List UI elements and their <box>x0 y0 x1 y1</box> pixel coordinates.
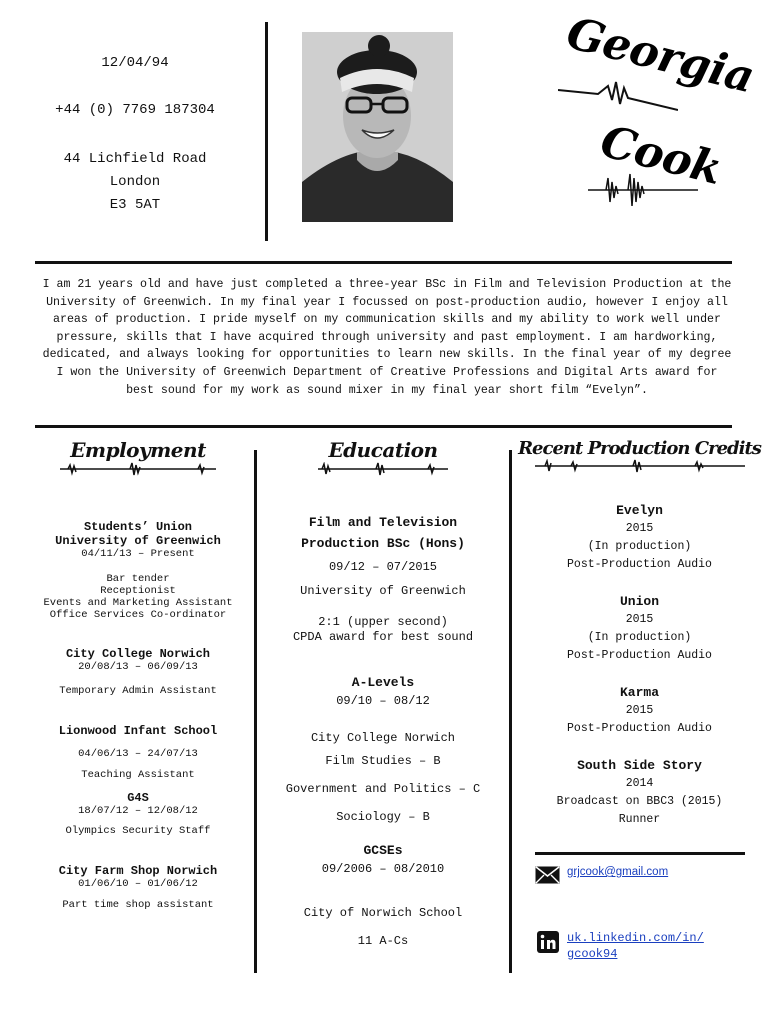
job-title: Students’ Union University of Greenwich <box>55 520 221 548</box>
degree-school: University of Greenwich <box>300 584 466 598</box>
alevels-subject: Film Studies – B <box>325 754 441 768</box>
employment-section <box>20 438 256 476</box>
gcse-dates: 09/2006 – 08/2010 <box>321 862 445 876</box>
credit-entry <box>513 593 766 665</box>
credit-line: Broadcast on BBC3 (2015) <box>556 795 723 808</box>
credit-line: Post-Production Audio <box>567 558 712 571</box>
summary-bottom-rule <box>35 425 732 428</box>
credit-line: (In production) <box>587 540 692 553</box>
alevels-school: City College Norwich <box>310 731 456 745</box>
alevels-dates: 09/10 – 08/12 <box>336 694 430 708</box>
gcse-school: City of Norwich School <box>303 906 463 920</box>
job-roles: Bar tender Receptionist Events and Marketing Assistant Office Services Co-ordinator <box>43 572 233 621</box>
credits-heading: Recent Production Credits <box>518 438 761 459</box>
date-of-birth: 12/04/94 <box>101 55 169 71</box>
name-first: Georgia <box>561 7 759 104</box>
credit-line: (In production) <box>587 631 692 644</box>
name-last: Cook <box>595 115 727 196</box>
credit-entry <box>513 502 766 574</box>
job-roles: Olympics Security Staff <box>65 825 211 837</box>
degree-dates: 09/12 – 07/2015 <box>328 560 438 574</box>
summary-top-rule <box>35 261 732 264</box>
credit-title: South Side Story <box>577 758 702 773</box>
contact-rule <box>535 852 745 855</box>
job-roles: Part time shop assistant <box>62 899 214 911</box>
email-link[interactable]: grjcook@gmail.com <box>567 866 669 878</box>
job-roles: Teaching Assistant <box>81 769 195 781</box>
credit-line: 2015 <box>625 613 654 626</box>
credit-entry <box>513 757 766 829</box>
name-waveform-icon <box>558 70 678 120</box>
job-entry <box>20 520 256 621</box>
credits-waveform-icon <box>535 459 745 473</box>
job-entry <box>20 725 256 782</box>
address <box>30 148 240 217</box>
credit-line: Post-Production Audio <box>567 649 712 662</box>
credit-line: Post-Production Audio <box>567 722 712 735</box>
job-entry <box>20 792 256 838</box>
job-dates: 04/06/13 – 24/07/13 <box>78 747 198 760</box>
degree-title: Film and Television Production BSc (Hons) <box>301 515 465 551</box>
address-line: E3 5AT <box>109 197 161 213</box>
name-sound-icon <box>588 172 698 208</box>
alevels-subject: Sociology – B <box>336 810 430 824</box>
education-heading: Education <box>328 438 438 462</box>
job-title: Lionwood Infant School <box>58 724 218 738</box>
credit-entry <box>513 684 766 738</box>
job-entry <box>20 865 256 912</box>
job-title: City Farm Shop Norwich <box>58 864 218 878</box>
credit-line: 2014 <box>625 777 654 790</box>
envelope-icon <box>535 866 560 884</box>
job-dates: 01/06/10 – 01/06/12 <box>78 877 198 890</box>
phone-number: +44 (0) 7769 187304 <box>55 102 215 118</box>
education-waveform-icon <box>318 462 448 476</box>
job-roles: Temporary Admin Assistant <box>59 685 217 697</box>
degree-award: CPDA award for best sound <box>292 630 474 644</box>
credits-section <box>513 438 766 473</box>
employment-heading: Employment <box>70 438 206 462</box>
column-divider-right <box>509 450 512 973</box>
linkedin-link[interactable] <box>567 930 704 962</box>
credit-title: Evelyn <box>616 503 663 518</box>
gcse-result: 11 A-Cs <box>357 934 409 948</box>
job-dates: 20/08/13 – 06/09/13 <box>78 660 198 673</box>
header-divider <box>265 22 268 241</box>
credit-line: 2015 <box>625 522 654 535</box>
education-degree <box>258 512 508 644</box>
education-alevels <box>258 675 508 824</box>
credit-title: Karma <box>619 685 659 700</box>
alevels-title: A-Levels <box>351 675 415 690</box>
profile-photo <box>302 32 453 222</box>
credit-line: Runner <box>618 813 661 826</box>
education-gcse <box>258 843 508 948</box>
personal-summary: I am 21 years old and have just completed a three-year BSc in Film and Television Production at the University of Greenwich. In my final year I focussed on post-production audio, however I enjoy all areas of production. I pride myself on my communication skills and my ability to work well under pressure, skills that I have acquired through university and past employment. I am hardworking, dedicated, and always looking for opportunities to learn new skills. In the final year of my degree I won the University of Greenwich Department of Creative Professions and Digital Arts award for best sound for my work as sound mixer in my final year short film “Evelyn”. <box>42 278 732 397</box>
portrait-image <box>302 32 453 222</box>
job-dates: 04/11/13 – Present <box>81 548 195 560</box>
alevels-subject: Government and Politics – C <box>285 782 481 796</box>
job-title: City College Norwich <box>65 647 211 661</box>
credit-title: Union <box>619 594 659 609</box>
job-dates: 18/07/12 – 12/08/12 <box>78 804 198 817</box>
address-line: 44 Lichfield Road <box>63 151 207 167</box>
degree-result: 2:1 (upper second) <box>318 615 448 629</box>
linkedin-icon <box>537 931 559 953</box>
employment-waveform-icon <box>60 462 216 476</box>
credit-line: 2015 <box>625 704 654 717</box>
education-section <box>258 438 508 476</box>
gcse-title: GCSEs <box>363 843 403 858</box>
job-title: G4S <box>127 791 149 805</box>
linkedin-line: gcook94 <box>567 947 618 961</box>
address-line: London <box>109 174 161 190</box>
job-entry <box>20 648 256 698</box>
linkedin-line: uk.linkedin.com/in/ <box>567 931 704 945</box>
